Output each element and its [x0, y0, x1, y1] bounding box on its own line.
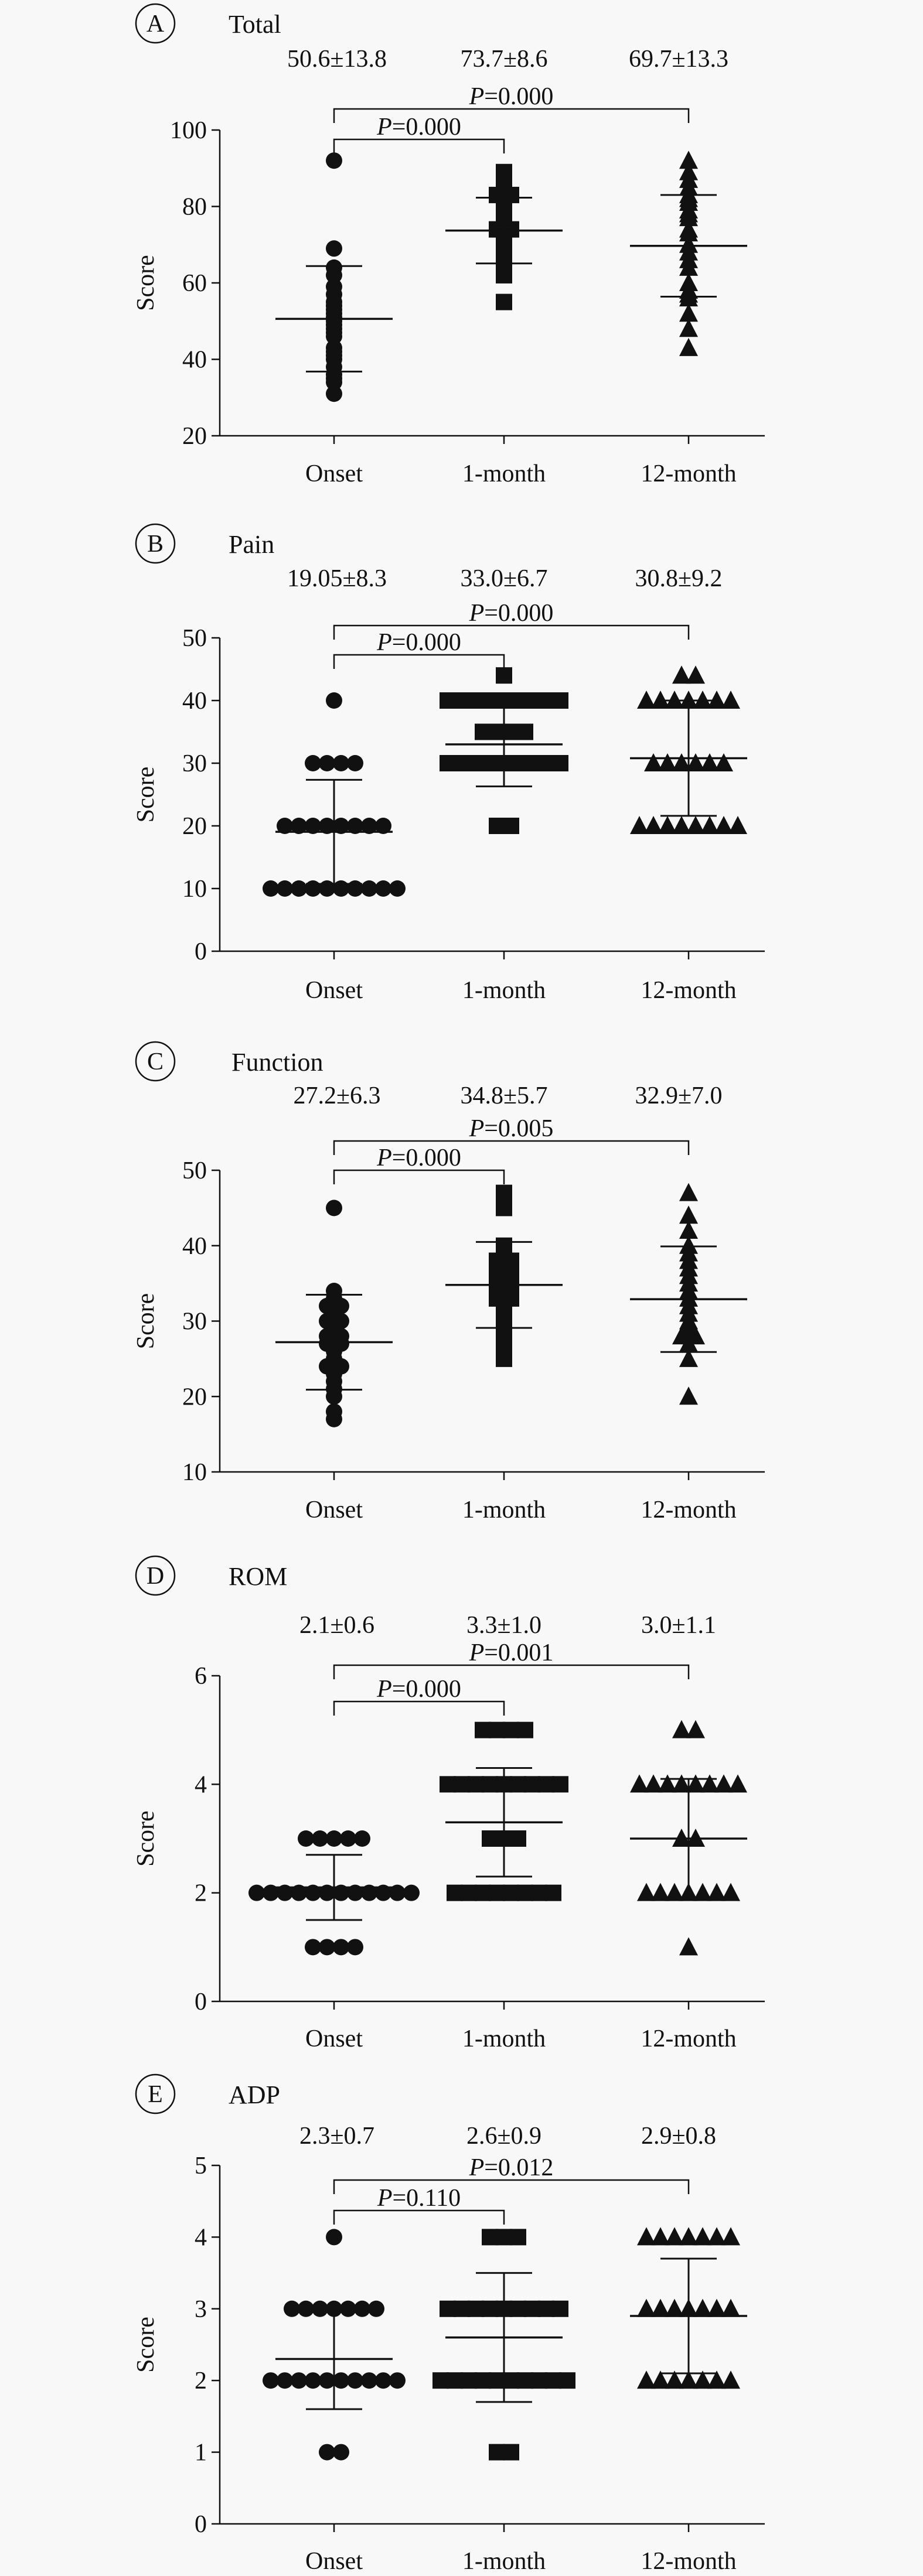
stat-label: 34.8±5.7 [460, 1082, 548, 1109]
stat-label: 33.0±6.7 [460, 565, 548, 592]
chart-panel-d [132, 1556, 765, 2052]
data-point-circle [305, 755, 321, 771]
data-point-square [545, 2372, 561, 2389]
data-point-triangle [679, 338, 698, 356]
data-point-square [503, 1885, 519, 1901]
x-tick-label: 12-month [641, 2548, 737, 2575]
stat-label: 69.7±13.3 [628, 46, 729, 73]
p-value-label: P=0.000 [377, 114, 461, 141]
data-point-square [496, 267, 512, 283]
data-point-square [440, 1776, 456, 1792]
chart-panel-e [132, 2075, 765, 2575]
data-point-square [552, 2301, 568, 2317]
data-point-circle [333, 2444, 349, 2461]
chart-panel-b [132, 524, 765, 1004]
p-value-label: P=0.012 [469, 2154, 554, 2181]
data-point-square [517, 724, 533, 740]
y-tick-label: 2 [195, 2367, 207, 2395]
p-value-label: P=0.005 [469, 1115, 554, 1142]
data-point-triangle [714, 753, 733, 771]
data-point-square [447, 2372, 463, 2389]
stat-label: 2.6±0.9 [466, 2123, 542, 2150]
data-point-square [552, 1776, 568, 1792]
y-tick-label: 3 [195, 2295, 207, 2323]
data-point-circle [354, 1830, 370, 1847]
data-point-square [538, 1776, 554, 1792]
panel-title: Total [229, 10, 281, 39]
data-point-circle [326, 692, 342, 709]
data-point-circle [340, 1830, 356, 1847]
data-point-square [461, 1885, 477, 1901]
data-point-circle [347, 1939, 363, 1955]
data-point-circle [347, 755, 363, 771]
data-point-square [440, 2301, 456, 2317]
data-point-triangle [679, 1183, 698, 1201]
data-point-square [489, 2372, 505, 2389]
data-point-square [503, 724, 519, 740]
data-point-square [496, 294, 512, 310]
y-tick-label: 0 [195, 1989, 207, 2015]
y-tick-label: 30 [182, 750, 207, 777]
x-tick-label: Onset [305, 2548, 363, 2575]
panel-letter: A [146, 11, 165, 37]
data-point-square [461, 2372, 477, 2389]
data-point-square [503, 1722, 519, 1738]
data-point-square [475, 1885, 491, 1901]
x-tick-label: 12-month [641, 977, 737, 1004]
data-point-square [447, 1885, 463, 1901]
comparison-bracket [334, 139, 504, 153]
panel-letter: B [147, 531, 164, 558]
y-axis-label: Score [132, 255, 159, 311]
data-point-square [538, 692, 554, 709]
chart-panel-a [132, 4, 765, 487]
panel-letter: D [146, 1563, 165, 1590]
panel-letter: C [147, 1048, 164, 1075]
data-point-square [524, 2301, 540, 2317]
data-point-circle [298, 1830, 314, 1847]
y-axis-label: Score [132, 1810, 159, 1867]
x-tick-label: 1-month [462, 977, 546, 1004]
data-point-circle [263, 2372, 279, 2389]
y-axis-label: Score [132, 2317, 159, 2373]
data-point-square [440, 692, 456, 709]
data-point-triangle [679, 1937, 698, 1955]
y-tick-label: 1 [195, 2439, 207, 2466]
data-point-circle [277, 880, 293, 897]
data-point-circle [361, 2372, 377, 2389]
x-tick-label: 12-month [641, 2025, 737, 2052]
stat-label: 19.05±8.3 [287, 565, 387, 592]
data-point-circle [248, 1885, 265, 1901]
data-point-circle [361, 880, 377, 897]
data-point-square [531, 2372, 547, 2389]
data-point-square [454, 692, 470, 709]
data-point-square [510, 692, 526, 709]
p-value-label: P=0.000 [377, 629, 461, 656]
data-point-square [545, 1885, 561, 1901]
y-axis-label: Score [132, 766, 159, 823]
data-point-square [496, 1185, 512, 1201]
data-point-circle [347, 880, 363, 897]
data-point-square [510, 1776, 526, 1792]
data-point-circle [326, 1200, 342, 1216]
data-point-circle [263, 880, 279, 897]
y-tick-label: 50 [182, 1157, 207, 1184]
data-point-triangle [721, 2370, 740, 2389]
y-tick-label: 4 [195, 1771, 207, 1799]
comparison-bracket [334, 1702, 504, 1716]
data-point-square [454, 1776, 470, 1792]
data-point-square [475, 724, 491, 740]
data-point-circle [368, 2301, 384, 2317]
data-point-circle [333, 755, 349, 771]
data-point-square [552, 755, 568, 771]
panel-title: ROM [229, 1562, 288, 1591]
data-point-square [524, 692, 540, 709]
stat-label: 27.2±6.3 [293, 1082, 381, 1109]
stat-label: 73.7±8.6 [460, 46, 548, 73]
data-point-circle [326, 1411, 342, 1427]
data-point-circle [291, 2372, 307, 2389]
data-point-circle [305, 1939, 321, 1955]
data-point-square [503, 2444, 519, 2461]
data-point-square [440, 755, 456, 771]
y-tick-label: 40 [182, 346, 207, 374]
data-point-square [482, 1776, 498, 1792]
x-tick-label: Onset [305, 2025, 363, 2052]
p-value-label: P=0.000 [377, 1676, 461, 1703]
data-point-circle [305, 2372, 321, 2389]
stat-label: 50.6±13.8 [287, 46, 387, 73]
data-point-square [496, 667, 512, 684]
data-point-square [468, 692, 484, 709]
data-point-square [432, 2372, 449, 2389]
stat-label: 2.9±0.8 [641, 2123, 717, 2150]
panel-title: Pain [229, 530, 275, 559]
y-axis-label: Score [132, 1293, 159, 1350]
stat-label: 30.8±9.2 [635, 565, 723, 592]
data-point-circle [389, 2372, 406, 2389]
data-point-circle [403, 1885, 420, 1901]
data-point-square [510, 755, 526, 771]
p-value-label: P=0.000 [469, 600, 554, 627]
data-point-circle [326, 1830, 342, 1847]
data-point-square [454, 755, 470, 771]
panel-title: ADP [229, 2080, 281, 2109]
data-point-circle [319, 2444, 335, 2461]
data-point-square [559, 2372, 575, 2389]
data-point-square [489, 818, 505, 834]
data-point-square [482, 1830, 498, 1847]
data-point-circle [375, 2372, 391, 2389]
y-tick-label: 20 [182, 813, 207, 840]
data-point-circle [347, 2372, 363, 2389]
y-tick-label: 20 [182, 423, 207, 450]
data-point-triangle [721, 2227, 740, 2245]
data-point-circle [326, 385, 342, 402]
y-tick-label: 50 [182, 625, 207, 652]
x-tick-label: 1-month [462, 460, 546, 487]
data-point-square [454, 2301, 470, 2317]
y-tick-label: 10 [182, 1459, 207, 1486]
data-point-circle [333, 2372, 349, 2389]
data-point-circle [312, 1830, 328, 1847]
data-point-triangle [679, 1386, 698, 1405]
p-value-label: P=0.001 [469, 1639, 554, 1666]
y-tick-label: 60 [182, 270, 207, 297]
panel-title: Function [231, 1048, 323, 1077]
chart-panel-c [132, 1042, 765, 1523]
data-point-square [482, 692, 498, 709]
y-tick-label: 4 [195, 2224, 207, 2252]
p-value-label: P=0.000 [469, 83, 554, 110]
data-point-square [468, 1776, 484, 1792]
y-tick-label: 80 [182, 193, 207, 221]
data-point-square [468, 755, 484, 771]
data-point-square [489, 1722, 505, 1738]
y-tick-label: 40 [182, 1232, 207, 1260]
p-value-label: P=0.110 [377, 2185, 461, 2212]
data-point-square [517, 1885, 533, 1901]
data-point-square [496, 2229, 512, 2245]
data-point-square [489, 724, 505, 740]
y-tick-label: 20 [182, 1383, 207, 1411]
panel-letter: E [148, 2081, 163, 2108]
data-point-circle [333, 880, 349, 897]
x-tick-label: 1-month [462, 2025, 546, 2052]
data-point-square [524, 1776, 540, 1792]
y-tick-label: 0 [195, 938, 207, 965]
data-point-square [482, 2229, 498, 2245]
comparison-bracket [334, 655, 504, 669]
data-point-circle [326, 2229, 342, 2245]
data-point-square [517, 1722, 533, 1738]
data-point-circle [305, 880, 321, 897]
data-point-circle [291, 880, 307, 897]
data-point-triangle [721, 691, 740, 709]
x-tick-label: 12-month [641, 1497, 737, 1523]
x-tick-label: Onset [305, 977, 363, 1004]
stat-label: 2.3±0.7 [299, 2123, 375, 2150]
data-point-circle [326, 240, 342, 257]
data-point-square [538, 755, 554, 771]
data-point-square [496, 1335, 512, 1352]
x-tick-label: 12-month [641, 460, 737, 487]
data-point-square [531, 1885, 547, 1901]
data-point-circle [326, 1388, 342, 1405]
data-point-circle [319, 755, 335, 771]
y-tick-label: 40 [182, 688, 207, 715]
y-tick-label: 100 [170, 117, 207, 144]
data-point-triangle [728, 1774, 747, 1792]
data-point-circle [389, 880, 406, 897]
data-point-square [496, 1351, 512, 1367]
data-point-square [538, 2301, 554, 2317]
data-point-square [482, 755, 498, 771]
comparison-bracket [334, 1170, 504, 1184]
data-point-triangle [728, 816, 747, 834]
data-point-circle [284, 2301, 300, 2317]
y-tick-label: 0 [195, 2511, 207, 2538]
data-point-triangle [721, 2299, 740, 2317]
data-point-square [489, 1885, 505, 1901]
stat-label: 3.3±1.0 [466, 1612, 542, 1639]
x-tick-label: Onset [305, 460, 363, 487]
data-point-square [489, 2444, 505, 2461]
data-point-square [510, 1830, 526, 1847]
x-tick-label: 1-month [462, 1497, 546, 1523]
data-point-circle [326, 152, 342, 169]
data-point-triangle [686, 1720, 705, 1738]
data-point-square [510, 2229, 526, 2245]
y-tick-label: 30 [182, 1308, 207, 1335]
data-point-circle [375, 880, 391, 897]
data-point-circle [277, 2372, 293, 2389]
data-point-square [496, 1200, 512, 1216]
data-point-circle [319, 880, 335, 897]
stat-label: 3.0±1.1 [641, 1612, 717, 1639]
data-point-triangle [721, 1883, 740, 1901]
data-point-square [475, 1722, 491, 1738]
data-point-square [482, 2301, 498, 2317]
data-point-circle [319, 2372, 335, 2389]
y-tick-label: 5 [195, 2153, 207, 2179]
x-tick-label: 1-month [462, 2548, 546, 2575]
data-point-triangle [686, 665, 705, 684]
stat-label: 32.9±7.0 [635, 1082, 723, 1109]
comparison-bracket [334, 2211, 504, 2225]
data-point-square [517, 2372, 533, 2389]
data-point-square [503, 2372, 519, 2389]
data-point-circle [333, 1939, 349, 1955]
data-point-circle [319, 1939, 335, 1955]
data-point-square [468, 2301, 484, 2317]
data-point-square [524, 755, 540, 771]
x-tick-label: Onset [305, 1497, 363, 1523]
data-point-square [510, 2301, 526, 2317]
data-point-square [552, 692, 568, 709]
y-tick-label: 6 [195, 1663, 207, 1690]
y-tick-label: 2 [195, 1880, 207, 1907]
p-value-label: P=0.000 [377, 1144, 461, 1171]
y-tick-label: 10 [182, 876, 207, 903]
data-point-square [503, 818, 519, 834]
data-point-square [475, 2372, 491, 2389]
stat-label: 2.1±0.6 [299, 1612, 375, 1639]
